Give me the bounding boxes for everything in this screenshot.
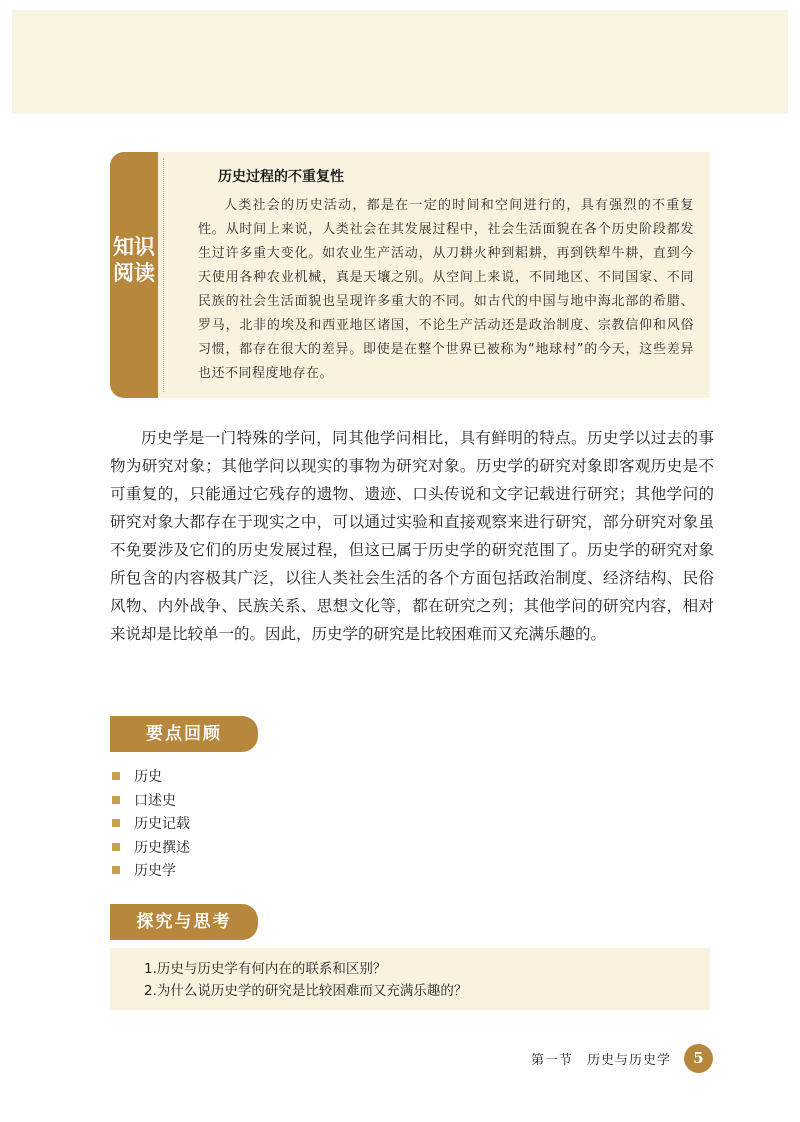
explore-questions-box — [110, 948, 710, 1010]
key-point-label: 历史撰述 — [134, 839, 190, 856]
square-bullet-icon — [112, 843, 120, 851]
question-2: 2.为什么说历史学的研究是比较困难而又充满乐趣的？ — [144, 983, 468, 999]
list-item — [112, 790, 190, 814]
square-bullet-icon — [112, 866, 120, 874]
square-bullet-icon — [112, 819, 120, 827]
reading-body: 人类社会的历史活动，都是在一定的时间和空间进行的，具有强烈的不重复性。从时间上来说，人类社会在其发展过程中，社会生活面貌在各个历史阶段都发生过许多重大变化。如农业生产活动，从刀耕火种到耜耕，再到铁犁牛耕，直到今天使用各种农业机械，真是天壤之别。从空间上来说，不同地区、不同国家、不同民族的社会生活面貌也呈现许多重大的不同。如古代的中国与地中海北部的希腊、罗马，北非的埃及和西亚地区诸国，不论生产活动还是政治制度、宗教信仰和风俗习惯，都存在很大的差异。即使是在整个世界已被称为“地球村”的今天，这些差异也还不同程度地存在。 — [198, 198, 694, 381]
square-bullet-icon — [112, 796, 120, 804]
question-1: 1.历史与历史学有何内在的联系和区别？ — [144, 961, 387, 977]
knowledge-reading-tab-label: 知识阅读 — [113, 235, 155, 285]
list-item — [112, 837, 190, 861]
key-point-label: 历史 — [134, 769, 162, 785]
header-band — [12, 10, 788, 114]
key-point-label: 历史记载 — [134, 816, 190, 832]
key-points-review-tab: 要点回顾 — [110, 716, 258, 752]
page-number: 5 — [684, 1044, 713, 1073]
key-points-list — [112, 766, 190, 884]
reading-title: 历史过程的不重复性 — [218, 169, 344, 185]
key-point-label: 历史学 — [134, 863, 176, 879]
explore-and-think-tab: 探究与思考 — [110, 904, 258, 940]
main-paragraph: 历史学是一门特殊的学问，同其他学问相比，具有鲜明的特点。历史学以过去的事物为研究对象；其他学问以现实的事物为研究对象。历史学的研究对象即客观历史是不可重复的，只能通过它残存的遗物、遗迹、口头传说和文字记载进行研究；其他学问的研究对象大都存在于现实之中，可以通过实验和直接观察来进行研究，部分研究对象虽不免要涉及它们的历史发展过程，但这已属于历史学的研究范围了。历史学的研究对象所包含的内容极其广泛，以往人类社会生活的各个方面包括政治制度、经济结构、民俗风物、内外战争、民族关系、思想文化等，都在研究之列；其他学问的研究内容，相对来说却是比较单一的。因此，历史学的研究是比较困难而又充满乐趣的。 — [110, 429, 714, 643]
list-item — [112, 860, 190, 884]
list-item — [112, 766, 190, 790]
list-item — [112, 813, 190, 837]
footer-section-title: 第一节 历史与历史学 — [531, 1053, 672, 1068]
square-bullet-icon — [112, 772, 120, 780]
knowledge-reading-tab — [110, 152, 158, 398]
key-point-label: 口述史 — [134, 792, 176, 809]
